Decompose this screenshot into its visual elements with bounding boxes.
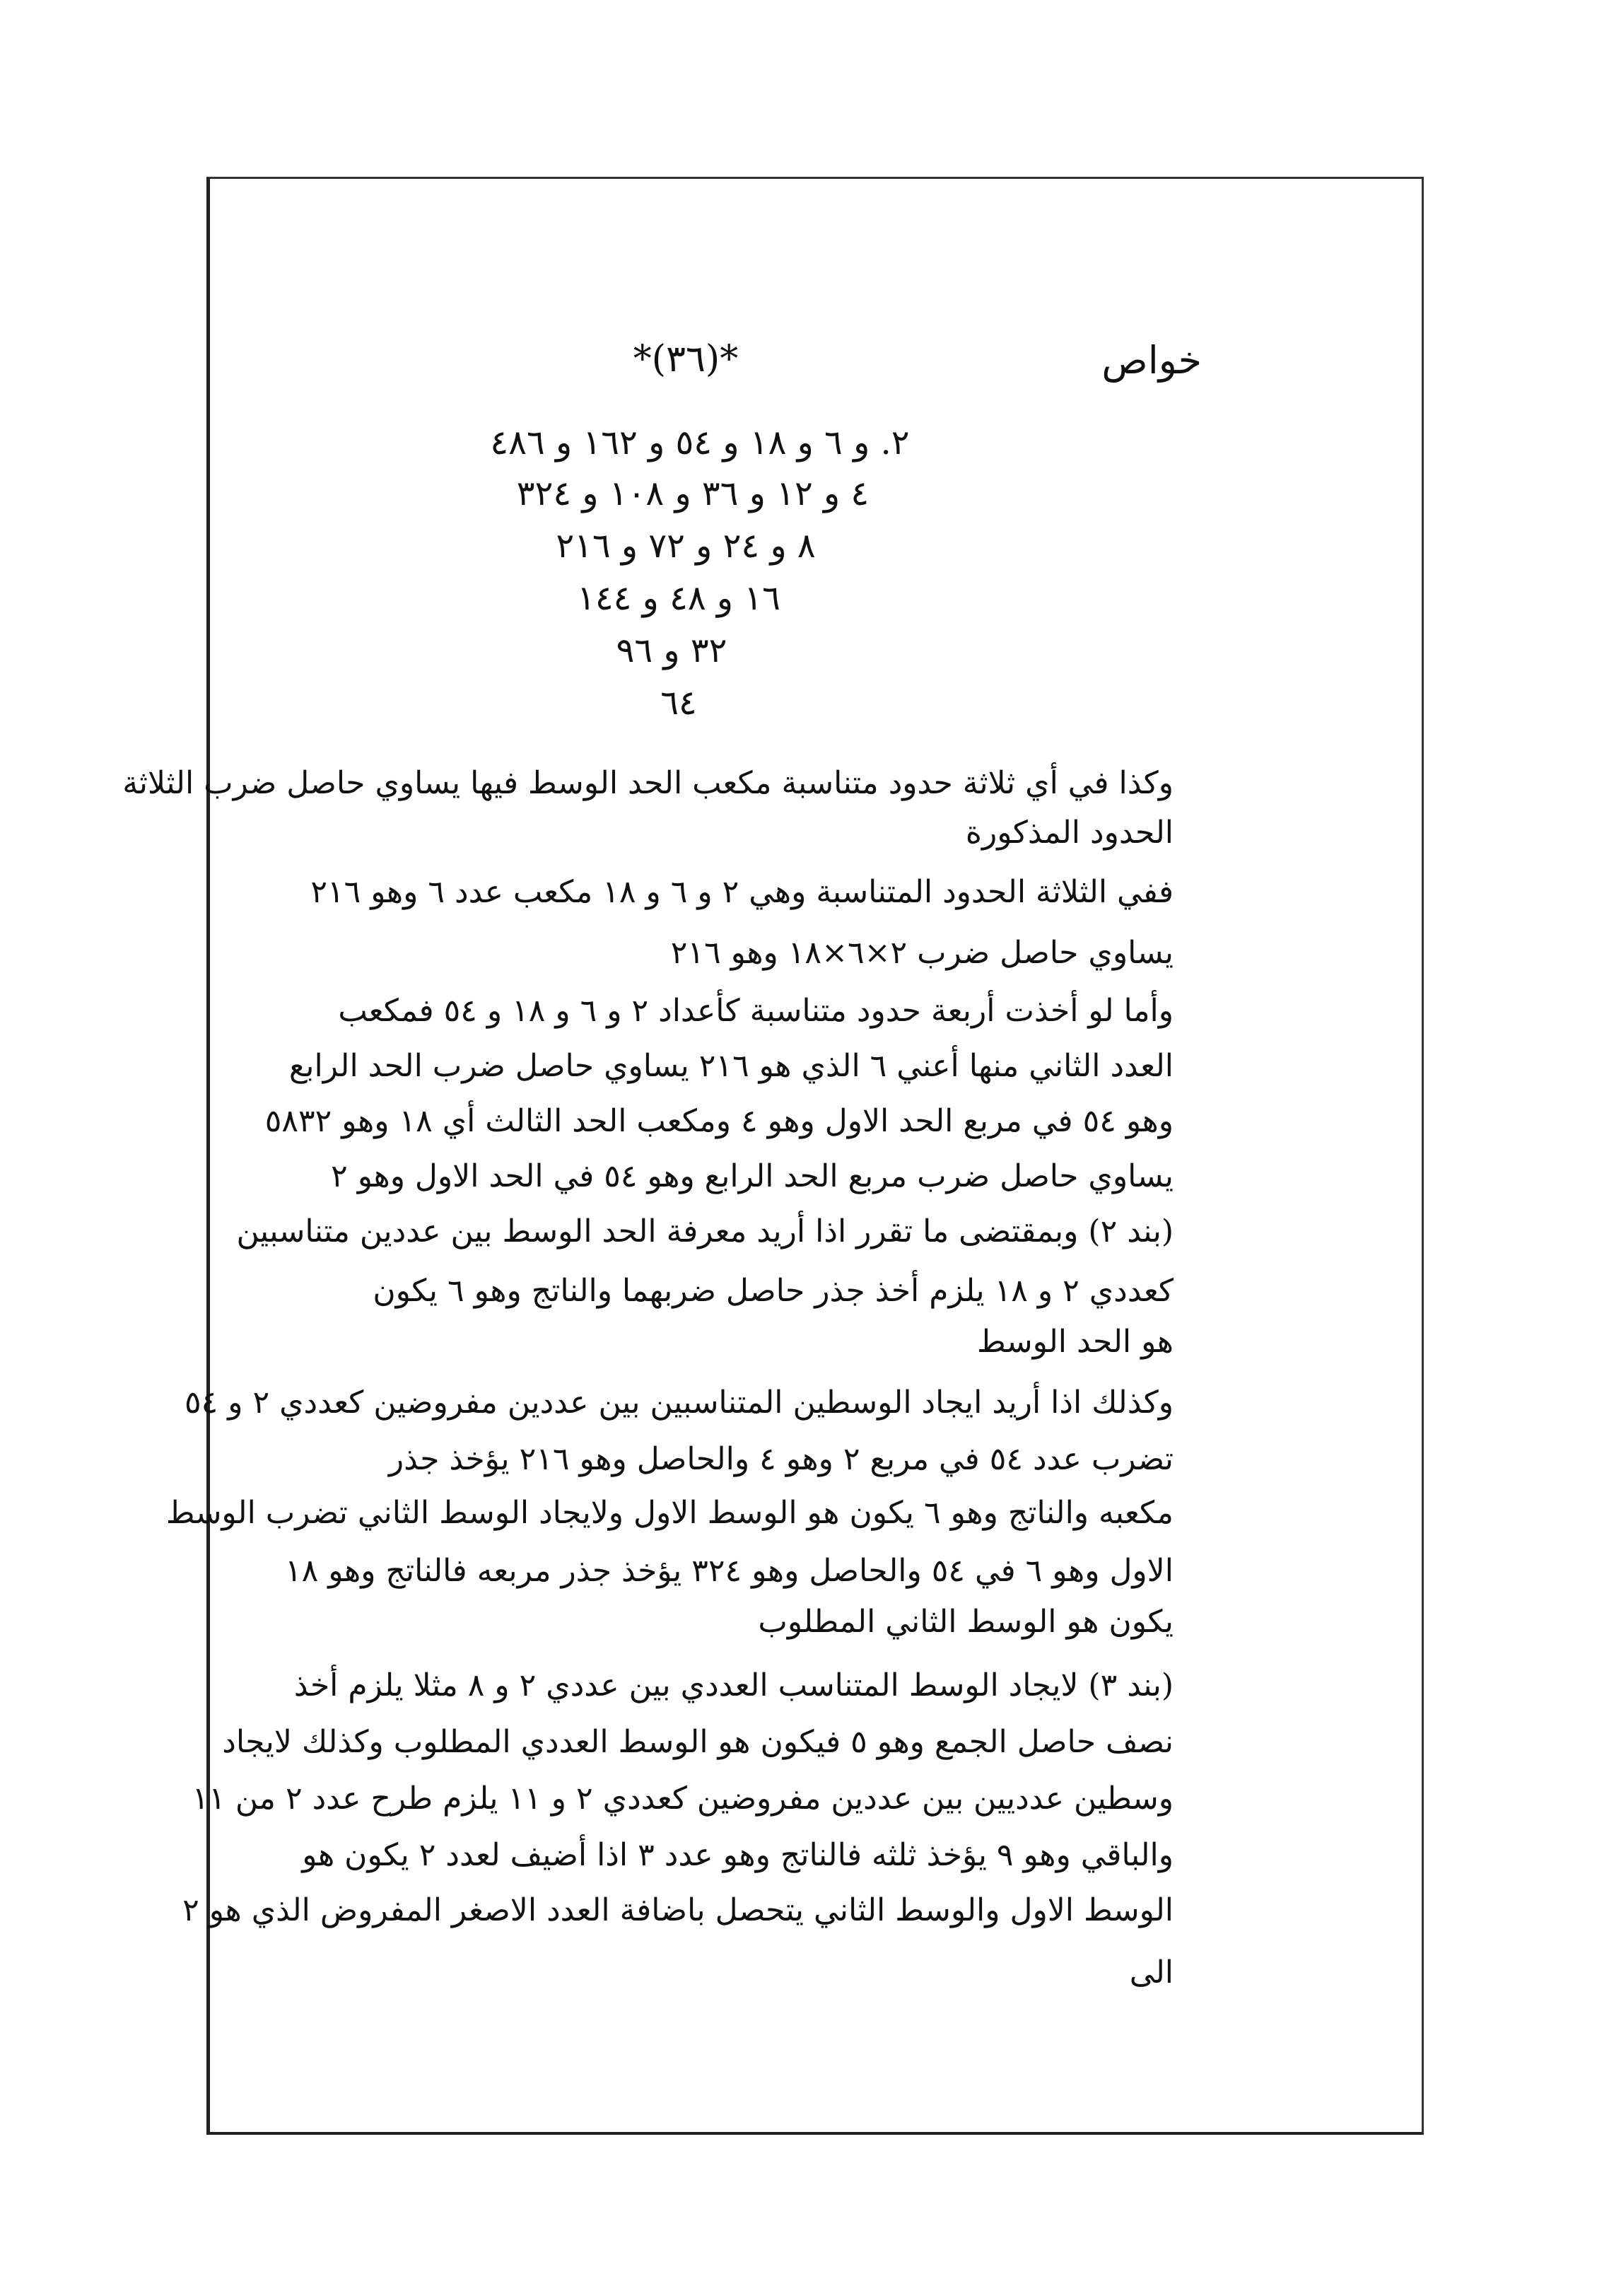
text-line: نصف حاصل الجمع وهو ٥ فيكون هو الوسط العددي المطلوب وكذلك لايجاد xyxy=(222,1724,1174,1760)
text-line: وكذا في أي ثلاثة حدود متناسبة مكعب الحد الوسط فيها يساوي حاصل ضرب الثلاثة xyxy=(122,765,1174,801)
text-line: الحدود المذكورة xyxy=(965,815,1174,851)
text-line: تضرب عدد ٥٤ في مربع ٢ وهو ٤ والحاصل وهو ٢١٦ يؤخذ جذر xyxy=(388,1441,1174,1477)
text-line: يساوي حاصل ضرب مربع الحد الرابع وهو ٥٤ في الحد الاول وهو ٢ xyxy=(331,1158,1174,1194)
text-line: وأما لو أخذت أربعة حدود متناسبة كأعداد ٢ و ٦ و ١٨ و ٥٤ فمكعب xyxy=(338,993,1174,1029)
text-line: الى xyxy=(1129,1954,1174,1991)
text-line: مكعبه والناتج وهو ٦ يكون هو الوسط الاول ولايجاد الوسط الثاني تضرب الوسط xyxy=(165,1495,1174,1531)
page-number: *(٣٦)* xyxy=(633,338,739,380)
text-line: الوسط الاول والوسط الثاني يتحصل باضافة العدد الاصغر المفروض الذي هو ٢ xyxy=(182,1892,1174,1928)
sequence-line: ٢. و ٦ و ١٨ و ٥٤ و ١٦٢ و ٤٨٦ xyxy=(490,423,910,462)
text-line: يساوي حاصل ضرب ٢×٦×١٨ وهو ٢١٦ xyxy=(670,935,1174,971)
sequence-line: ٦٤ xyxy=(660,683,697,723)
text-line: وسطين عدديين بين عددين مفروضين كعددي ٢ و ١١ يلزم طرح عدد ٢ من ١١ xyxy=(192,1781,1174,1817)
text-line: الاول وهو ٦ في ٥٤ والحاصل وهو ٣٢٤ يؤخذ جذر مربعه فالناتج وهو ١٨ xyxy=(285,1553,1174,1589)
sequence-line: ١٦ و ٤٨ و ١٤٤ xyxy=(577,578,780,618)
text-line: (بند ٢) وبمقتضى ما تقرر اذا أريد معرفة الحد الوسط بين عددين متناسبين xyxy=(236,1213,1174,1249)
text-line: وكذلك اذا أريد ايجاد الوسطين المتناسبين بين عددين مفروضين كعددي ٢ و ٥٤ xyxy=(184,1385,1174,1421)
text-line: العدد الثاني منها أعني ٦ الذي هو ٢١٦ يساوي حاصل ضرب الحد الرابع xyxy=(288,1048,1174,1084)
sequence-line: ٣٢ و ٩٦ xyxy=(616,631,727,670)
text-line: وهو ٥٤ في مربع الحد الاول وهو ٤ ومكعب الحد الثالث أي ١٨ وهو ٥٨٣٢ xyxy=(264,1103,1174,1139)
text-line: (بند ٣) لايجاد الوسط المتناسب العددي بين عددي ٢ و ٨ مثلا يلزم أخذ xyxy=(293,1667,1174,1703)
text-line: ففي الثلاثة الحدود المتناسبة وهي ٢ و ٦ و ١٨ مكعب عدد ٦ وهو ٢١٦ xyxy=(310,874,1174,910)
text-line: يكون هو الوسط الثاني المطلوب xyxy=(758,1604,1174,1640)
text-line: كعددي ٢ و ١٨ يلزم أخذ جذر حاصل ضربهما والناتج وهو ٦ يكون xyxy=(373,1273,1174,1309)
sequence-line: ٤ و ١٢ و ٣٦ و ١٠٨ و ٣٢٤ xyxy=(516,474,870,513)
running-header: خواص xyxy=(1101,338,1202,383)
text-line: هو الحد الوسط xyxy=(976,1324,1174,1360)
text-line: والباقي وهو ٩ يؤخذ ثلثه فالناتج وهو عدد ٣ اذا أضيف لعدد ٢ يكون هو xyxy=(302,1837,1174,1873)
sequence-line: ٨ و ٢٤ و ٧٢ و ٢١٦ xyxy=(556,526,816,566)
